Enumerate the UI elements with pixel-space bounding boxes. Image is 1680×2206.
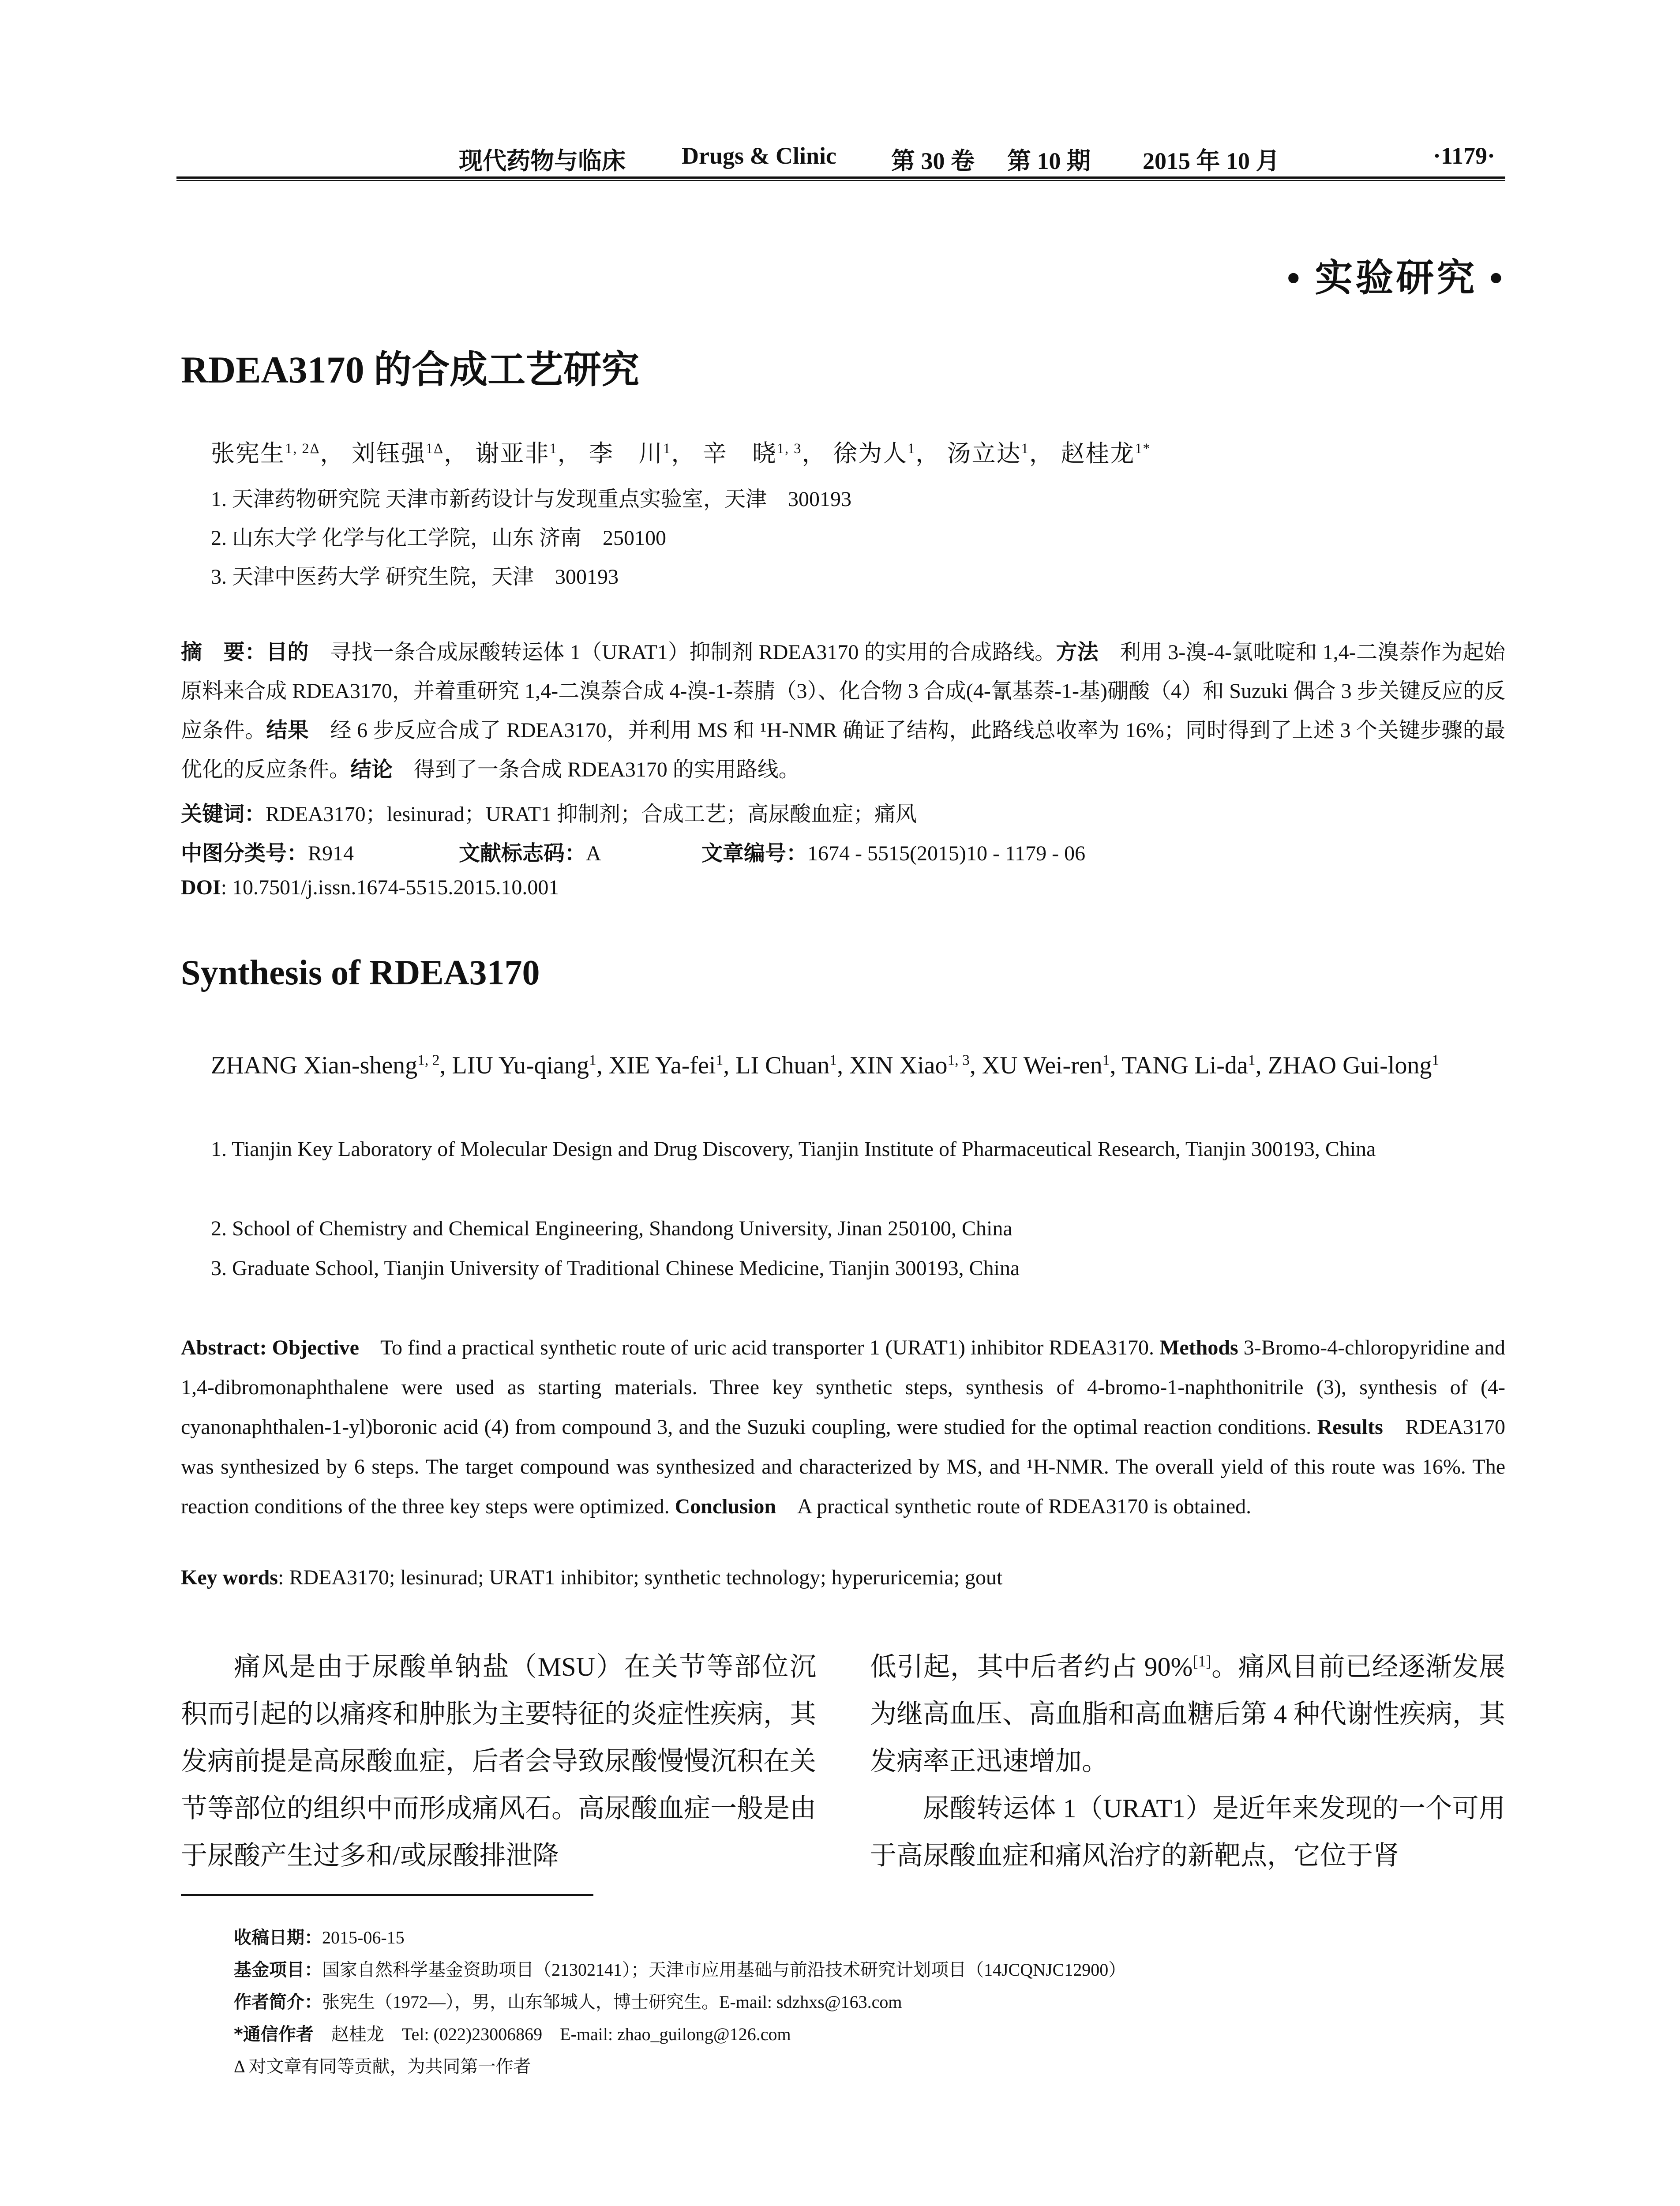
header-rule [176,176,1505,179]
doc-code-line [459,836,601,867]
footnote-rule [181,1894,593,1896]
affiliation-cn-2: 2. 山东大学 化学与化工学院，山东 济南 250100 [211,526,667,550]
conclusion-text-en: A practical synthetic route of RDEA3170 is obtained. [776,1495,1252,1518]
author-affiliation-sup: 1 [1248,1052,1256,1069]
results-text: 经 6 步反应合成了 RDEA3170，并利用 MS 和 ¹H-NMR 确证了结构，此路线总收率为 16%；同时得到了上述 3 个关键步骤的最优化的反应条件。 [181,719,1505,781]
author-name-en: TANG Li-da [1121,1052,1248,1079]
author-affiliation-sup: 1Δ [425,441,444,457]
fund-label: 基金项目： [234,1960,322,1980]
keywords-cn [181,797,917,827]
doc-code-label: 文献标志码： [459,841,586,866]
author-name-en: ZHANG Xian-sheng [211,1052,418,1079]
author-bio-label: 作者简介： [234,1992,322,2012]
author-name-en: LIU Yu-qiang [452,1052,589,1079]
footnote-received [234,1924,405,1949]
author-affiliation-sup: 1 [716,1052,724,1069]
body-column-left [181,1643,816,1880]
doi-label: DOI [181,876,221,899]
abstract-label: 摘 要： [181,640,266,664]
keywords-label-en: Key words [181,1566,278,1589]
journal-name-en: Drugs & Clinic [682,143,836,169]
page-number: ·1179· [1433,143,1496,169]
author-affiliation-sup: 1 [907,441,916,457]
received-label: 收稿日期： [234,1928,322,1948]
author-bio-value: 张宪生（1972—），男，山东邹城人，博士研究生。E-mail: sdzhxs@163.com [322,1992,902,2012]
fund-value: 国家自然科学基金资助项目（21302141）；天津市应用基础与前沿技术研究计划项目（14JCQNJC12900） [322,1960,1126,1980]
author-name-en: XIN Xiao [849,1052,948,1079]
author-list-en: ZHANG Xian-sheng$^{1, 2}$, LIU Yu-qiang$^1$, XIE Ya-fei$^1$, LI Chuan$^1$, XIN Xiao$^{1, 3}$, XU Wei-ren$^1$, TANG $Li-da^1$, ZHAO Gui-long$^1$ [211,1052,1440,1079]
clc-value: R914 [308,842,354,865]
author-affiliation-sup: 1, 2Δ [285,441,320,457]
methods-label: 方法 [1056,640,1099,664]
citation-ref: [1] [1192,1652,1211,1670]
author-name-en: XIE Ya-fei [608,1052,716,1079]
author-name: 徐为人 [833,440,908,467]
header-rule-thin [176,180,1505,181]
author-affiliation-sup: 1 [829,1052,837,1069]
body-paragraph [870,1643,1505,1785]
affiliation-en-3: 3. Graduate School, Tianjin University of Traditional Chinese Medicine, Tianjin 300193, China [211,1257,1020,1280]
clc-label: 中图分类号： [181,841,308,866]
objective-label-en: Objective [272,1336,359,1359]
doi-line [181,875,559,900]
author-affiliation-sup: 1 [549,441,558,457]
author-affiliation-sup: 1* [1135,441,1151,457]
conclusion-label: 结论 [350,757,393,782]
doi-value: : 10.7501/j.issn.1674-5515.2015.10.001 [221,876,559,899]
keywords-text: RDEA3170；lesinurad；URAT1 抑制剂；合成工艺；高尿酸血症；痛风 [266,803,917,826]
results-text-en: RDEA3170 was synthesized by 6 steps. The target compound was synthesized and characterized by MS, and ¹H-NMR. The overall yield of this route was 16%. The reaction conditions of the three key steps were optimized. [181,1415,1505,1518]
author-affiliation-sup: 1 [1102,1052,1110,1069]
conclusion-text: 得到了一条合成 RDEA3170 的实用路线。 [393,758,800,781]
author-affiliation-sup: 1 [589,1052,596,1069]
objective-text: 寻找一条合成尿酸转运体 1（URAT1）抑制剂 RDEA3170 的实用的合成路线。 [308,641,1056,664]
footnote-author [234,1988,902,2013]
author-affiliation-sup: 1 [1021,441,1029,457]
results-label-en: Results [1317,1415,1383,1439]
footnote-fund [234,1956,1126,1981]
author-affiliation-sup: 1 [1432,1052,1440,1069]
author-name: 赵桂龙 [1061,440,1135,467]
journal-name-cn: 现代药物与临床 [459,148,626,174]
abstract-cn [181,633,1505,789]
author-list-cn: 张宪生$^{1, 2\Delta}$， 刘钰强$^{1\Delta}$， 谢亚非$^1$， 李 川$^1$， 辛 晓$^{1, 3}$， 徐为人$^1$， 汤立达$^1$， 赵桂龙$^{1*}$ [211,440,1151,467]
body-paragraph: 尿酸转运体 1（URAT1）是近年来发现的一个可用于高尿酸血症和痛风治疗的新靶点，它位于肾 [870,1794,1505,1870]
article-number-value: 1674 - 5515(2015)10 - 1179 - 06 [807,842,1086,865]
author-name-en: XU Wei-ren [982,1052,1102,1079]
methods-text: 利用 3-溴-4-氯吡啶和 1,4-二溴萘作为起始原料来合成 RDEA3170，并着重研究 1,4-二溴萘合成 4-溴-1-萘腈（3）、化合物 3 合成(4-氰基萘-1-基)硼酸（4）和 Suzuki 偶合 3 步关键反应的反应条件。 [181,641,1505,742]
body-text: 低引起，其中后者约占 90% [870,1652,1193,1681]
keywords-text-en: : RDEA3170; lesinurad; URAT1 inhibitor; synthetic technology; hyperuricemia; gout [278,1566,1003,1589]
methods-text-en: 3-Bromo-4-chloropyridine and 1,4-dibromonaphthalene were used as starting materials. Three key synthetic steps, synthesis of 4-bromo-1-naphthonitrile (3), synthesis of (4-cyanonaphthalen-1-yl)boronic acid (4) from compound 3, and the Suzuki coupling, were studied for the optimal reaction conditions. [181,1336,1505,1439]
footnote-equal-contribution: Δ 对文章有同等贡献，为共同第一作者 [234,2056,531,2076]
received-value: 2015-06-15 [322,1928,405,1947]
author-name: 谢亚非 [475,440,550,467]
article-title-en: Synthesis of RDEA3170 [181,953,540,992]
body-text: 。痛风目前已经逐渐发展为继高血压、高血脂和高血糖后第 4 种代谢性疾病，其发病率正迅速增加。 [870,1652,1505,1776]
keywords-label: 关键词： [181,802,266,826]
keywords-en [181,1565,1002,1590]
author-affiliation-sup: 1, 3 [947,1052,970,1069]
objective-text-en: To find a practical synthetic route of uric acid transporter 1 (URAT1) inhibitor RDEA3170. [359,1336,1160,1359]
affiliation-cn-1: 1. 天津药物研究院 天津市新药设计与发现重点实验室，天津 300193 [211,488,852,511]
affiliation-en-1: 1. Tianjin Key Laboratory of Molecular Design and Drug Discovery, Tianjin Institute of Pharmaceutical Research, Tianjin 300193, China [211,1137,1376,1161]
author-name: 李 川 [589,440,664,467]
article-number-label: 文章编号： [701,841,808,866]
author-name-en: ZHAO Gui-long [1268,1052,1432,1079]
results-label: 结果 [266,718,309,743]
article-title-cn: RDEA3170 的合成工艺研究 [181,349,640,391]
classification-line [181,836,354,867]
body-column-right [870,1643,1505,1880]
objective-label: 目的 [266,640,309,664]
author-name: 汤立达 [947,440,1021,467]
article-number-line [701,836,1085,867]
doc-code-value: A [586,842,601,865]
body-paragraph: 痛风是由于尿酸单钠盐（MSU）在关节等部位沉积而引起的以痛疼和肿胀为主要特征的炎症性疾病，其发病前提是高尿酸血症，后者会导致尿酸慢慢沉积在关节等部位的组织中而形成痛风石。高尿酸血症一般是由于尿酸产生过多和/或尿酸排泄降 [181,1652,816,1870]
abstract-en [181,1328,1505,1527]
issue: 第 10 期 [1007,148,1091,174]
corresponding-label: *通信作者 [234,2024,314,2045]
author-affiliation-sup: 1, 3 [776,441,802,457]
affiliation-cn-3: 3. 天津中医药大学 研究生院，天津 300193 [211,565,619,589]
affiliation-en-2: 2. School of Chemistry and Chemical Engineering, Shandong University, Jinan 250100, China [211,1217,1012,1240]
section-tag: • 实验研究 • [1286,257,1505,299]
methods-label-en: Methods [1159,1336,1238,1359]
author-name-en: LI Chuan [735,1052,830,1079]
author-name: 张宪生 [211,440,285,467]
abstract-label-en: Abstract: [181,1336,267,1359]
conclusion-label-en: Conclusion [675,1495,776,1518]
author-affiliation-sup: 1, 2 [417,1052,440,1069]
volume: 第 30 卷 [891,148,975,174]
footnote-corresponding [234,2020,791,2045]
author-name: 刘钰强 [351,440,426,467]
author-affiliation-sup: 1 [663,441,671,457]
author-name: 辛 晓 [702,440,777,467]
corresponding-value: 赵桂龙 Tel: (022)23006869 E-mail: zhao_guilong@126.com [313,2024,791,2044]
issue-date: 2015 年 10 月 [1143,148,1280,174]
